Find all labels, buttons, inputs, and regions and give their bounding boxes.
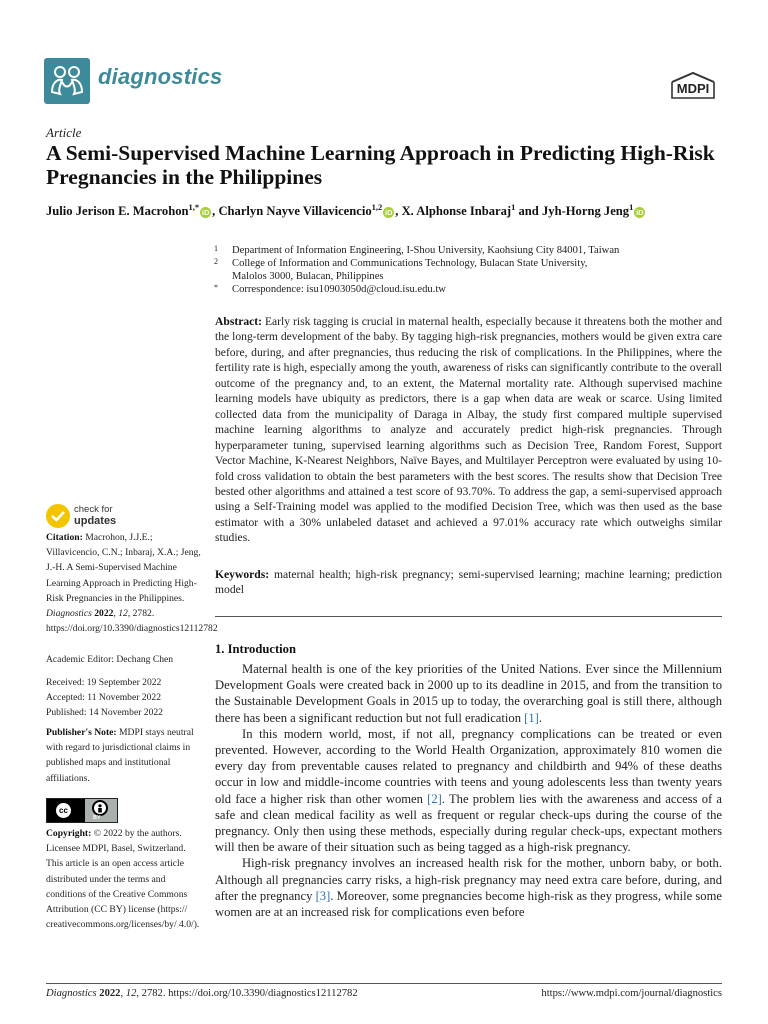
citation-year: 2022 bbox=[94, 608, 114, 620]
author-name[interactable]: Charlyn Nayve Villavicencio bbox=[218, 204, 372, 219]
paragraph-text: High-risk pregnancy involves an increased health risk for the mother, unborn baby, or both. Although all pregnancies carry risks, a high-risk pregnancy may need extra care before, during, and after the pregnancy bbox=[215, 856, 722, 903]
abstract bbox=[215, 314, 722, 546]
author-affil-mark: 1,* bbox=[188, 202, 200, 212]
check-for-updates-button[interactable] bbox=[46, 504, 166, 530]
footer-citation: Diagnostics 2022, 12, 2782. https://doi.org/10.3390/diagnostics12112782 bbox=[46, 988, 358, 999]
paragraph-text: . The problem lies with the awareness and access of a safe and clean medical facility as well as frequent or regular check-ups during the course of the pregnancy. Only then using these methods, especially during regular check-ups, expectant mothers will then be aware of their situation such as being tagged as a high-risk pregnancy. bbox=[215, 791, 723, 855]
paragraph bbox=[215, 855, 722, 920]
footer-divider bbox=[46, 983, 722, 984]
author-separator: , bbox=[212, 204, 219, 219]
publishers-note bbox=[46, 725, 201, 786]
citation-journal: Diagnostics bbox=[46, 608, 92, 620]
affiliation-text: Department of Information Engineering, I-Shou University, Kaohsiung City 84001, Taiwan bbox=[232, 245, 620, 256]
cc-badge-left bbox=[47, 799, 85, 822]
check-updates-line2: updates bbox=[74, 515, 117, 527]
journal-logo-icon bbox=[44, 58, 90, 104]
paragraph-text: . bbox=[538, 710, 542, 725]
academic-editor: Academic Editor: Dechang Chen bbox=[46, 654, 174, 665]
publishers-note-text: MDPI stays neutral with regard to jurisdictional claims in published maps and institutional affiliations. bbox=[46, 727, 194, 784]
affiliation-text: Malolos 3000, Bulacan, Philippines bbox=[232, 271, 384, 282]
citation-text: Macrohon, J.J.E.; Villavicencio, C.N.; Inbaraj, X.A.; Jeng, J.-H. A Semi-Supervised Machine Learning Approach in Predicting High-Risk Pregnancies in the Philippines. bbox=[46, 532, 201, 604]
affiliation-item bbox=[214, 283, 714, 296]
affiliation-text: College of Information and Communications Technology, Bulacan State University, bbox=[232, 258, 588, 269]
published-date: Published: 14 November 2022 bbox=[46, 707, 163, 719]
footer-journal-url[interactable]: https://www.mdpi.com/journal/diagnostics bbox=[541, 988, 722, 999]
check-updates-line1: check for bbox=[74, 504, 113, 515]
copyright-text: © 2022 by the authors. Licensee MDPI, Basel, Switzerland. This article is an open access article distributed under the terms and conditions of the Creative Commons Attribution (CC BY) license (https:// creativecommons.org/licenses/by/ 4.0/). bbox=[46, 828, 200, 931]
accepted-date: Accepted: 11 November 2022 bbox=[46, 692, 161, 704]
footer-volume: 12 bbox=[125, 988, 137, 999]
footer-year: 2022 bbox=[99, 988, 121, 999]
author-name[interactable]: Julio Jerison E. Macrohon bbox=[46, 204, 189, 219]
mdpi-logo-icon bbox=[666, 70, 720, 102]
citation-block: Citation: Macrohon, J.J.E.; Villavicencio, C.N.; Inbaraj, X.A.; Jeng, J.-H. A Semi-Supervised Machine Learning Approach in Predicting High-Risk Pregnancies in the Philippines. Diagnostics 2022, 12, 2782. https://doi.org/10.3390/diagnostics12112782 bbox=[46, 532, 218, 635]
affiliation-mark: 1 bbox=[214, 244, 218, 253]
attribution-person-icon bbox=[92, 800, 108, 816]
introduction-body bbox=[215, 661, 722, 920]
footer-doi-link[interactable]: , 2782. https://doi.org/10.3390/diagnostics12112782 bbox=[136, 988, 358, 999]
author-list bbox=[46, 202, 726, 219]
dates-block bbox=[46, 675, 201, 721]
affiliation-item bbox=[214, 244, 714, 257]
affiliation-mark: * bbox=[214, 283, 218, 292]
paragraph-text: In this modern world, most, if not all, pregnancy complications can be treated or even prevented. However, according to the World Health Organization, approximately 810 women die every day from preventable causes related to pregnancy and childbirth and 94% of these deaths occur in low and middle-income countries with teens and young adolescents less than twenty years old face a higher risk than other women bbox=[215, 726, 722, 806]
abstract-label: Abstract: bbox=[215, 315, 263, 328]
orcid-icon[interactable]: iD bbox=[636, 208, 644, 218]
section-heading-introduction: 1. Introduction bbox=[215, 642, 296, 656]
affiliation-mark: 2 bbox=[214, 257, 218, 266]
author-affil-mark: 1 bbox=[511, 202, 516, 212]
paper-title: A Semi-Supervised Machine Learning Approach in Predicting High-Risk Pregnancies in the Philippines bbox=[46, 141, 715, 189]
cc-by-license-badge[interactable] bbox=[46, 798, 118, 823]
copyright-label: Copyright: bbox=[46, 828, 92, 839]
footer-journal: Diagnostics bbox=[46, 988, 97, 999]
journal-name: diagnostics bbox=[98, 64, 223, 89]
article-type: Article bbox=[46, 125, 82, 140]
abstract-text: Early risk tagging is crucial in maternal health, especially because it threatens both the mother and the long-term development of the baby. By tagging high-risk pregnancies, mothers would be given extra care before, during, and after pregnancies, thus reducing the risk of complications. In the Philippines, where the fertility rate is high, especially among the youth, awareness of risks can significantly contribute to the overall outcome of the pregnancy and, to an extent, the Maternal mortality rate. Although supervised machine learning models have ubiquity as predictors, there is a gap when data are weak or scarce. Using limited collected data from the municipality of Daraga in Albay, the study first compared multiple supervised machine learning algorithms to analyze and accurately predict high-risk pregnancies. Through hyperparameter tuning, supervised learning algorithms such as Decision Tree, Random Forest, Support Vector Machine, K-Nearest Neighbors, Naïve Bayes, and Multilayer Perceptron were evaluated by using 10-fold cross validation to obtain the best parameters with the best scores. The results show that Decision Tree bested other algorithms and attained a test score of 93.70%. To address the gap, a semi-supervised approach using a Self-Training model was applied to the modified Decision Tree, which was then used as the base estimator with a 30% unlabeled dataset and achieved a 97.01% accuracy rate which outweighs similar studies. bbox=[215, 315, 722, 545]
author-separator: and bbox=[515, 204, 542, 219]
paragraph bbox=[215, 661, 722, 726]
divider bbox=[215, 616, 722, 617]
author-affil-mark: 1 bbox=[629, 202, 634, 212]
author-name[interactable]: Jyh-Horng Jeng bbox=[541, 204, 630, 219]
received-date: Received: 19 September 2022 bbox=[46, 677, 162, 688]
paragraph-text: . Moreover, some pregnancies become high-risk as they progress, while some women are at an increased risk for complications even before bbox=[215, 888, 722, 920]
citation-link[interactable]: [2] bbox=[427, 791, 442, 806]
author-separator: , bbox=[395, 204, 402, 219]
check-for-updates-icon bbox=[46, 504, 70, 528]
by-label: BY bbox=[93, 815, 101, 821]
citation-doi[interactable]: , 2782. https://doi.org/10.3390/diagnostics12112782 bbox=[46, 608, 218, 635]
citation-label: Citation: bbox=[46, 532, 83, 543]
citation-volume: 12 bbox=[118, 608, 128, 620]
correspondence-email[interactable]: Correspondence: isu10903050d@cloud.isu.edu.tw bbox=[232, 284, 446, 295]
paragraph-text: Maternal health is one of the key priorities of the United Nations. Ever since the Millennium Development Goals were created back in 2000 up to its deadline in 2015, and from the transition to the Sustainable Development Goals in 2015 up to today, the overarching goal is still there, although there has been a significant reduction but not full eradication bbox=[215, 662, 722, 725]
citation-link[interactable]: [1] bbox=[524, 710, 539, 725]
keywords bbox=[215, 567, 722, 598]
keywords-label: Keywords: bbox=[215, 568, 270, 581]
publishers-note-label: Publisher's Note: bbox=[46, 727, 117, 738]
paragraph bbox=[215, 726, 722, 856]
orcid-icon[interactable]: iD bbox=[201, 208, 210, 218]
affiliation-item bbox=[214, 257, 714, 283]
copyright-block bbox=[46, 826, 201, 932]
citation-link[interactable]: [3] bbox=[315, 888, 331, 903]
orcid-icon[interactable]: iD bbox=[385, 208, 393, 218]
author-affil-mark: 1,2 bbox=[371, 202, 383, 212]
creative-commons-icon: cc bbox=[54, 801, 73, 820]
author-name[interactable]: X. Alphonse Inbaraj bbox=[401, 204, 512, 219]
keywords-text: maternal health; high-risk pregnancy; semi-supervised learning; machine learning; prediction model bbox=[215, 568, 722, 597]
affiliations bbox=[214, 244, 714, 296]
publisher-name: MDPI bbox=[676, 81, 710, 96]
